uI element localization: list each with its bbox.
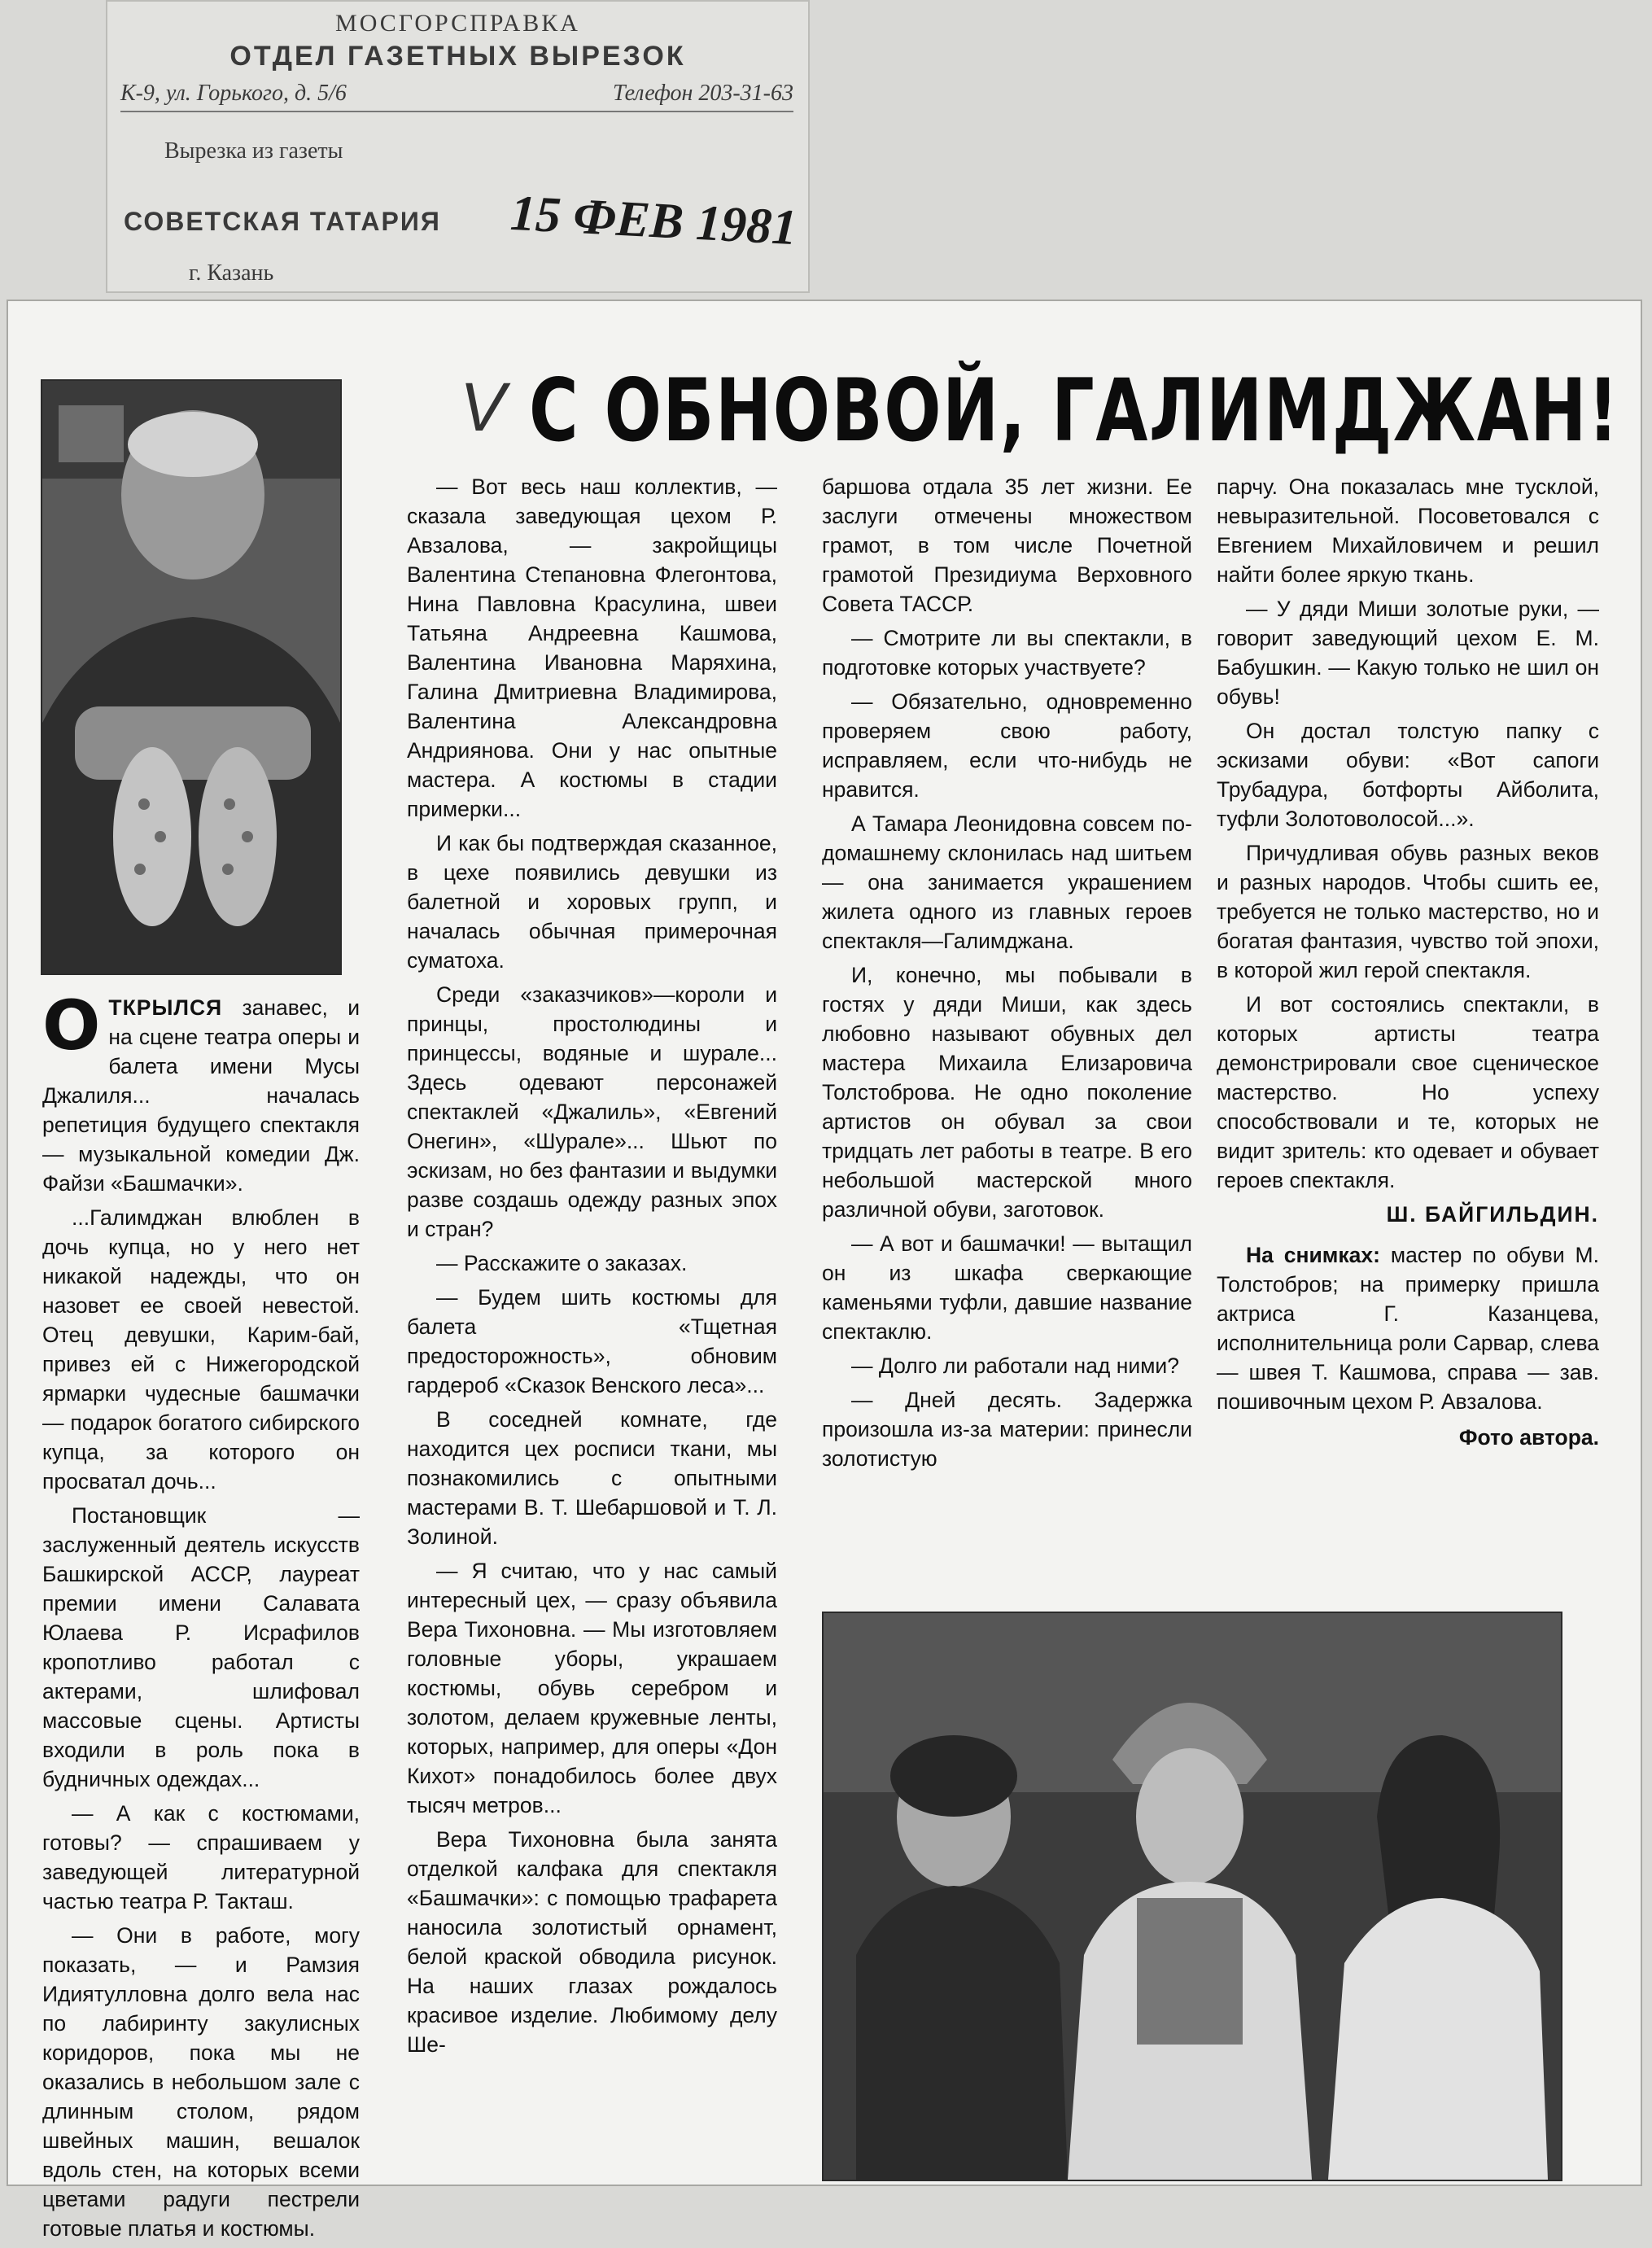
lead-text: занавес, и на сцене театра оперы и балета имени Мусы Джалиля... началась репетиция будущего спектакля — музыкальной комедии Дж. Файзи «Башмачки».: [42, 995, 360, 1196]
photo-caption: [1217, 1240, 1599, 1416]
check-mark: V: [460, 369, 506, 445]
clipping-date: 15 ФЕВ 1981: [509, 185, 798, 256]
paragraph: В соседней комнате, где находится цех росписи ткани, мы познакомились с опытными мастерами В. Т. Шебаршовой и Т. Л. Золиной.: [407, 1407, 777, 1549]
article-column-2: [407, 472, 777, 2064]
lead-caps: ТКРЫЛСЯ: [108, 995, 223, 1020]
paragraph: И как бы подтверждая сказанное, в цехе появились девушки из балетной и хоровых групп, и началась обычная примерочная суматоха.: [407, 831, 777, 973]
article-column-1: [42, 986, 360, 2248]
photo-fitting: [822, 1612, 1562, 2181]
photo-shoemaker: [41, 379, 342, 975]
paragraph: — Обязательно, одновременно проверяем свою работу, исправляем, если что-нибудь не нравится.: [822, 689, 1192, 802]
lead-paragraph: [42, 986, 360, 1198]
paragraph: А Тамара Леонидовна совсем по-домашнему склонилась над шитьем — она занимается украшением жилета одного из главных героев спектакля—Галимджана.: [822, 811, 1192, 953]
photo-credit: Фото автора.: [1458, 1425, 1599, 1450]
newspaper-clipping: [7, 300, 1642, 2241]
paragraph: — У дяди Миши золотые руки, — говорит заведующий цехом Е. М. Бабушкин. — Какую только не шил он обувь!: [1217, 597, 1599, 709]
paragraph: — Дней десять. Задержка произошла из-за материи: принесли золотистую: [822, 1388, 1192, 1471]
clipping-service-stamp: [106, 0, 810, 293]
paragraph: ...Галимджан влюблен в дочь купца, но у него нет никакой надежды, что он назовет ее своей невестой. Отец девушки, Карим-бай, привез ей с Нижегородской ярмарки чудесные башмачки — подарок богатого сибирского купца, за которого он просватал дочь...: [42, 1205, 360, 1494]
paragraph: — Вот весь наш коллектив, — сказала заведующая цехом Р. Авзалова, — закройщицы Валентина Степановна Флегонтова, Нина Павловна Красулина, швеи Татьяна Андреевна Кашмова, Валентина Ивановна Маряхина, Галина Дмитриевна Владимирова, Валентина Александровна Андриянова. Они у нас опытные мастера. А костюмы в стадии примерки...: [407, 475, 777, 821]
stamp-divider: [120, 111, 793, 112]
paragraph: — А как с костюмами, готовы? — спрашиваем у заведующей литературной частью театра Р. Такташ.: [42, 1801, 360, 1913]
article-column-3: [822, 472, 1192, 1478]
article-title: С ОБНОВОЙ, ГАЛИМДЖАН!: [529, 361, 1620, 461]
paragraph: — Они в работе, могу показать, — и Рамзия Идиятулловна долго вела нас по лабиринту закулисных коридоров, пока мы не оказались в небольшом зале с длинным столом, рядом швейных машин, вешалок вдоль стен, на которых всеми цветами радуги пестрели готовые платья и костюмы.: [42, 1923, 360, 2241]
paragraph: И вот состоялись спектакли, в которых артисты театра демонстрировали свое сценическое мастерство. Но успеху способствовали и те, которых не видит зритель: кто одевает и обувает героев спектакля.: [1217, 992, 1599, 1192]
drop-cap: О: [42, 986, 101, 1065]
caption-text: мастер по обуви М. Толстобров; на примерку пришла актриса Г. Казанцева, исполнительница роли Сарвар, слева— швея Т. Кашмова, справа — зав. пошивочным цехом Р. Авзалова.: [1217, 1243, 1599, 1414]
article-column-4: [1217, 472, 1599, 1452]
photo-fitting-graphic: [824, 1613, 1561, 2180]
paragraph: баршова отдала 35 лет жизни. Ее заслуги отмечены множеством грамот, в том числе Почетной грамотой Президиума Верховного Совета ТАССР.: [822, 475, 1192, 616]
paragraph: Он достал толстую папку с эскизами обуви: «Вот сапоги Трубадура, ботфорты Айболита, туфли Золотоволосой...».: [1217, 719, 1599, 831]
paragraph: — Смотрите ли вы спектакли, в подготовке которых участвуете?: [822, 626, 1192, 680]
caption-label: На снимках:: [1246, 1243, 1380, 1267]
paragraph: — Долго ли работали над ними?: [851, 1354, 1179, 1378]
paragraph: Вера Тихоновна была занята отделкой калфака для спектакля «Башмачки»: с помощью трафарета наносила золотистый орнамент, белой краской обводила рисунок. На наших глазах рождалось красивое изделие. Любимому делу Ше-: [407, 1827, 777, 2057]
stamp-department: ОТДЕЛ ГАЗЕТНЫХ ВЫРЕЗОК: [229, 41, 686, 72]
stamp-phone: Телефон 203-31-63: [613, 81, 793, 106]
paragraph: Причудливая обувь разных веков и разных народов. Чтобы сшить ее, требуется не только мастерство, но и богатая фантазия, чувство той эпохи, в которой жил герой спектакля.: [1217, 841, 1599, 982]
paragraph: Постановщик — заслуженный деятель искусств Башкирской АССР, лауреат премии имени Салавата Юлаева Р. Исрафилов кропотливо работал с актерами, шлифовал массовые сцены. Артисты входили в роль пока в будничных одеждах...: [42, 1503, 360, 1791]
stamp-city: г. Казань: [189, 260, 274, 286]
photo-shoemaker-graphic: [42, 381, 340, 973]
newspaper-name: СОВЕТСКАЯ ТАТАРИЯ: [124, 207, 441, 236]
paragraph: — Я считаю, что у нас самый интересный цех, — сразу объявила Вера Тихоновна. — Мы изготовляем головные уборы, украшаем костюмы, обувь серебром и золотом, делаем кружевные ленты, которых, например, для оперы «Дон Кихот» понадобилось более двух тысяч метров...: [407, 1559, 777, 1817]
paragraph: — Будем шить костюмы для балета «Тщетная предосторожность», обновим гардероб «Сказок Венского леса»...: [407, 1285, 777, 1397]
stamp-cut-label: Вырезка из газеты: [164, 138, 343, 164]
paragraph: — А вот и башмачки! — вытащил он из шкафа сверкающие каменьями туфли, давшие название спектаклю.: [822, 1231, 1192, 1344]
paragraph: Среди «заказчиков»—короли и принцы, простолюдины и принцессы, водяные и шурале... Здесь одевают персонажей спектаклей «Джалиль», «Евгений Онегин», «Шурале»... Шьют по эскизам, но без фантазии и выдумки разве создашь одежду разных эпох и стран?: [407, 982, 777, 1241]
paragraph: — Расскажите о заказах.: [436, 1251, 688, 1275]
paragraph: И, конечно, мы побывали в гостях у дяди Миши, как здесь любовно называют обувных дел мастера Михаила Елизаровича Толстоброва. Не одно поколение артистов он обувал за свои тридцать лет работы в театре. В его небольшой мастерской много различной обуви, заготовок.: [822, 963, 1192, 1222]
article-author: Ш. БАЙГИЛЬДИН.: [1386, 1202, 1599, 1227]
stamp-org: МОСГОРСПРАВКА: [335, 10, 580, 37]
stamp-address: К-9, ул. Горького, д. 5/6: [120, 81, 347, 106]
paragraph: парчу. Она показалась мне тусклой, невыразительной. Посоветовался с Евгением Михайловичем и решил найти более яркую ткань.: [1217, 475, 1599, 587]
